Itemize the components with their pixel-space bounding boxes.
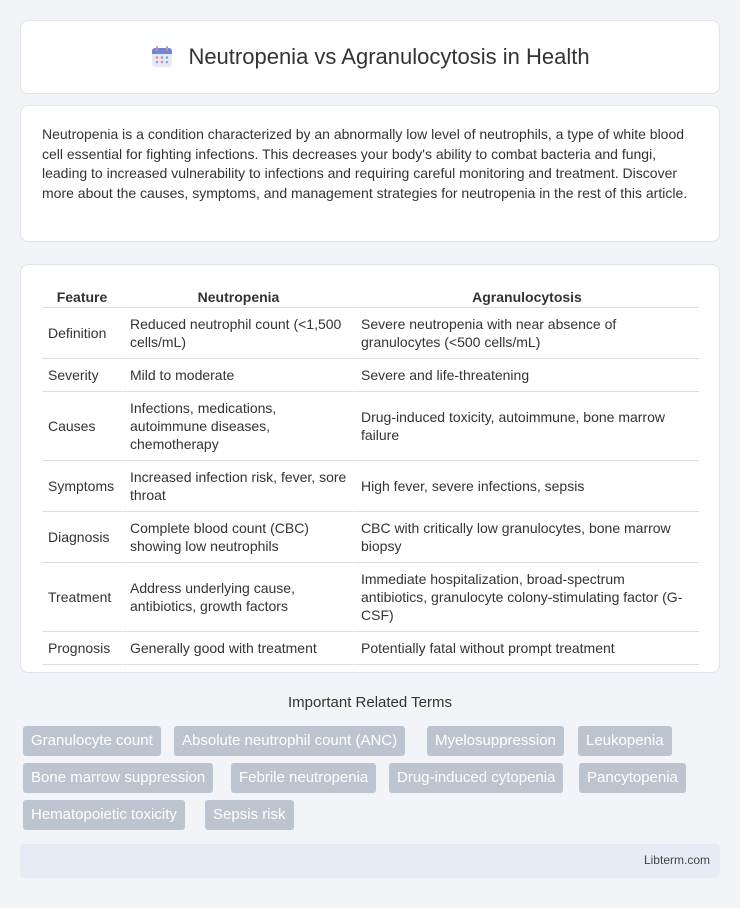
cell-feature: Diagnosis	[42, 512, 122, 563]
table-row	[42, 563, 699, 632]
table-header-row	[42, 285, 699, 308]
header-agranulocytosis: Agranulocytosis	[353, 285, 699, 308]
page-title: Neutropenia vs Agranulocytosis in Health	[188, 44, 590, 69]
table-row	[42, 359, 699, 392]
intro-card	[20, 105, 720, 242]
cell-agranulocytosis: Immediate hospitalization, broad-spectrum antibiotics, granulocyte colony-stimulating factor (G-CSF)	[353, 563, 699, 632]
cell-neutropenia: Increased infection risk, fever, sore throat	[122, 461, 353, 512]
cell-feature: Symptoms	[42, 461, 122, 512]
footer	[20, 844, 720, 878]
cell-neutropenia: Complete blood count (CBC) showing low neutrophils	[122, 512, 353, 563]
cell-neutropenia: Reduced neutrophil count (<1,500 cells/mL)	[122, 308, 353, 359]
cell-feature: Definition	[42, 308, 122, 359]
cell-agranulocytosis: Severe and life-threatening	[353, 359, 699, 392]
table-row	[42, 392, 699, 461]
table-row	[42, 512, 699, 563]
tag-febrile-neutropenia[interactable]: Febrile neutropenia	[231, 763, 376, 793]
cell-agranulocytosis: High fever, severe infections, sepsis	[353, 461, 699, 512]
comparison-table-card	[20, 264, 720, 673]
footer-brand[interactable]: Libterm.com	[643, 853, 710, 867]
cell-agranulocytosis: Drug-induced toxicity, autoimmune, bone marrow failure	[353, 392, 699, 461]
table-row	[42, 308, 699, 359]
cell-neutropenia: Address underlying cause, antibiotics, growth factors	[122, 563, 353, 632]
tag-bone-marrow-suppression[interactable]: Bone marrow suppression	[23, 763, 213, 793]
related-terms-title: Important Related Terms	[288, 694, 452, 711]
cell-agranulocytosis: Severe neutropenia with near absence of granulocytes (<500 cells/mL)	[353, 308, 699, 359]
tag-absolute-neutrophil-count[interactable]: Absolute neutrophil count (ANC)	[174, 726, 405, 756]
cell-feature: Prognosis	[42, 632, 122, 665]
header-feature: Feature	[42, 285, 122, 308]
cell-agranulocytosis: CBC with critically low granulocytes, bone marrow biopsy	[353, 512, 699, 563]
cell-neutropenia: Mild to moderate	[122, 359, 353, 392]
cell-neutropenia: Infections, medications, autoimmune diseases, chemotherapy	[122, 392, 353, 461]
intro-text: Neutropenia is a condition characterized by an abnormally low level of neutrophils, a type of white blood cell essential for fighting infections. This decreases your body's ability to combat bacteria and fungi, leading to increased vulnerability to infections and requiring careful monitoring and treatment. Discover more about the causes, symptoms, and management strategies for neutropenia in the rest of this article.	[42, 126, 688, 201]
table-row	[42, 632, 699, 665]
tag-sepsis-risk[interactable]: Sepsis risk	[205, 800, 294, 830]
title-card	[20, 20, 720, 94]
table-row	[42, 461, 699, 512]
cell-agranulocytosis: Potentially fatal without prompt treatment	[353, 632, 699, 665]
cell-feature: Severity	[42, 359, 122, 392]
header-neutropenia: Neutropenia	[122, 285, 353, 308]
tag-granulocyte-count[interactable]: Granulocyte count	[23, 726, 161, 756]
calendar-grid-icon	[150, 45, 174, 69]
tag-drug-induced-cytopenia[interactable]: Drug-induced cytopenia	[389, 763, 563, 793]
tag-leukopenia[interactable]: Leukopenia	[578, 726, 672, 756]
cell-feature: Treatment	[42, 563, 122, 632]
tag-hematopoietic-toxicity[interactable]: Hematopoietic toxicity	[23, 800, 185, 830]
tag-myelosuppression[interactable]: Myelosuppression	[427, 726, 564, 756]
comparison-table	[42, 285, 699, 665]
tag-pancytopenia[interactable]: Pancytopenia	[579, 763, 686, 793]
cell-neutropenia: Generally good with treatment	[122, 632, 353, 665]
cell-feature: Causes	[42, 392, 122, 461]
